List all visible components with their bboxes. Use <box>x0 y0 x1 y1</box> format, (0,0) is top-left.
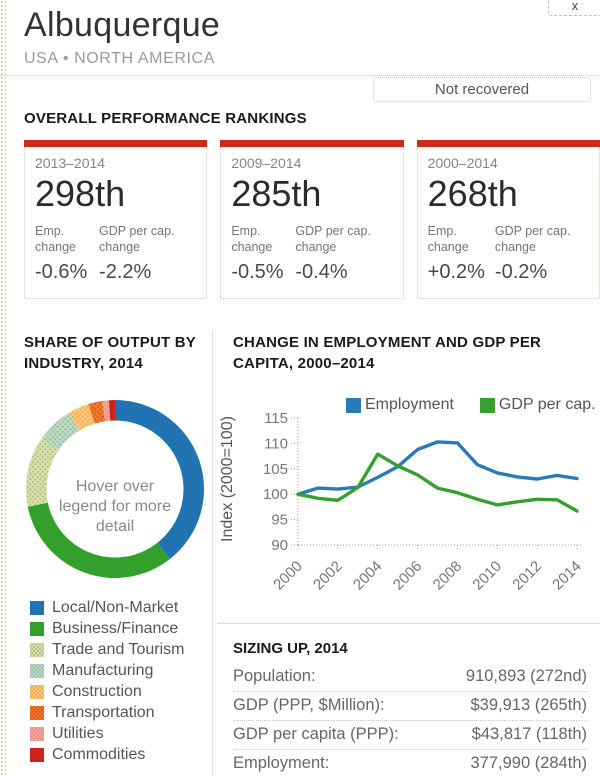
emp-change-stat <box>231 224 285 283</box>
sizing-up-heading: SIZING UP, 2014 <box>233 640 348 657</box>
card-accent-bar <box>24 140 207 147</box>
x-tick-label: 2014 <box>549 557 585 594</box>
legend-item-label: Transportation <box>52 704 155 721</box>
legend-swatch <box>30 748 44 762</box>
card-rank: 298th <box>35 173 126 214</box>
legend-swatch <box>30 643 44 657</box>
gdp-change-stat <box>99 224 196 283</box>
legend-item[interactable] <box>30 748 185 762</box>
line-chart-title: CHANGE IN EMPLOYMENT AND GDP PER CAPITA, 2000–2014 <box>233 334 542 372</box>
emp-change-stat <box>428 224 485 283</box>
card-stats <box>428 224 589 283</box>
sizing-row <box>233 750 587 776</box>
ranking-card <box>220 140 403 299</box>
sizing-row <box>233 692 587 721</box>
chart-legend-label: Employment <box>365 396 454 413</box>
x-tick-label: 2006 <box>389 557 426 594</box>
y-axis-label: Index (2000=100) <box>219 416 236 542</box>
gdp-change-value: -0.2% <box>494 260 548 283</box>
y-tick-label: 95 <box>271 511 288 529</box>
gdp-change-stat <box>295 224 392 283</box>
gdp-change-value: -2.2% <box>99 260 152 283</box>
chart-legend-label: GDP per cap. <box>498 396 596 413</box>
emp-change-label: Emp. change <box>427 224 469 255</box>
legend-swatch <box>30 685 44 699</box>
card-accent-bar <box>417 140 600 147</box>
sizing-row <box>233 721 587 750</box>
gdp-change-label: GDP per cap. change <box>494 224 571 255</box>
industry-legend <box>30 601 185 769</box>
sizing-row-label: Population: <box>233 667 316 685</box>
y-tick-label: 115 <box>264 410 288 427</box>
card-body <box>24 147 207 299</box>
emp-change-value: -0.5% <box>231 260 284 283</box>
sizing-row-label: Employment: <box>233 754 330 772</box>
gdp-change-label: GDP per cap. change <box>99 224 175 255</box>
legend-swatch <box>30 601 44 615</box>
emp-change-label: Emp. change <box>35 224 77 255</box>
card-accent-bar <box>220 140 403 147</box>
card-stats <box>35 224 196 283</box>
sizing-row-value: $39,913 (265th) <box>470 696 587 714</box>
ranking-card <box>24 140 207 299</box>
sizing-row-value: 377,990 (284th) <box>470 754 587 772</box>
recovery-status-badge: Not recovered <box>373 77 591 102</box>
emp-change-value: +0.2% <box>427 260 485 283</box>
sizing-row-label: GDP per capita (PPP): <box>233 725 399 743</box>
y-tick-label: 100 <box>262 486 288 504</box>
employment-gdp-line-chart <box>215 408 600 598</box>
rankings-cards <box>24 140 600 299</box>
legend-swatch <box>30 622 44 636</box>
card-body <box>220 147 403 299</box>
rankings-heading: OVERALL PERFORMANCE RANKINGS <box>24 110 307 127</box>
x-tick-label: 2008 <box>429 557 466 594</box>
legend-item-label: Business/Finance <box>52 620 179 637</box>
gdp-change-stat <box>495 224 589 283</box>
x-tick-label: 2000 <box>270 557 306 594</box>
card-stats <box>231 224 392 283</box>
legend-item[interactable] <box>30 643 185 657</box>
page-subtitle: USA • NORTH AMERICA <box>24 50 215 67</box>
legend-swatch <box>30 727 44 741</box>
legend-item-label: Trade and Tourism <box>52 641 185 658</box>
sizing-up-section <box>233 640 587 776</box>
legend-item-label: Manufacturing <box>52 662 154 679</box>
ranking-card <box>417 140 600 299</box>
page-title: Albuquerque <box>24 6 221 44</box>
sizing-row <box>233 663 587 692</box>
donut-center-note: Hover over legend for more detail <box>58 478 172 535</box>
legend-item[interactable] <box>30 706 185 720</box>
card-rank: 285th <box>231 173 322 214</box>
legend-swatch <box>30 706 44 720</box>
close-button[interactable] <box>548 0 600 16</box>
legend-item[interactable] <box>30 601 185 615</box>
industry-chart-title: SHARE OF OUTPUT BY INDUSTRY, 2014 <box>24 334 196 372</box>
card-period: 2013–2014 <box>35 155 106 171</box>
close-icon: x <box>571 0 579 13</box>
y-tick-label: 105 <box>262 460 288 478</box>
x-tick-label: 2010 <box>469 557 506 594</box>
sizing-row-value: $43,817 (118th) <box>471 725 587 743</box>
legend-item-label: Construction <box>52 683 142 700</box>
legend-item[interactable] <box>30 622 185 636</box>
legend-item-label: Commodities <box>52 746 146 763</box>
legend-swatch <box>30 664 44 678</box>
y-tick-label: 110 <box>264 435 288 453</box>
emp-change-label: Emp. change <box>231 224 273 255</box>
legend-item[interactable] <box>30 664 185 678</box>
card-period: 2000–2014 <box>427 155 498 171</box>
gdp-change-value: -0.4% <box>295 260 348 283</box>
legend-item-label: Local/Non-Market <box>52 599 179 616</box>
sizing-divider <box>218 623 600 624</box>
sizing-row-value: 910,893 (272nd) <box>465 667 587 685</box>
page-edge-decoration <box>0 0 6 776</box>
sizing-row-label: GDP (PPP, $Million): <box>233 696 385 714</box>
series-line-gdp-per-cap- <box>298 454 577 511</box>
column-divider <box>212 332 213 776</box>
legend-item[interactable] <box>30 727 185 741</box>
card-body <box>417 147 600 299</box>
legend-item[interactable] <box>30 685 185 699</box>
sizing-up-table <box>233 663 587 776</box>
card-rank: 268th <box>427 173 518 214</box>
gdp-change-label: GDP per cap. change <box>295 224 371 255</box>
emp-change-stat <box>35 224 89 283</box>
x-tick-label: 2004 <box>349 557 386 594</box>
emp-change-value: -0.6% <box>35 260 88 283</box>
header-divider <box>0 75 600 76</box>
x-tick-label: 2002 <box>310 557 346 594</box>
x-tick-label: 2012 <box>509 557 545 594</box>
card-period: 2009–2014 <box>231 155 302 171</box>
legend-item-label: Utilities <box>52 725 104 742</box>
y-tick-label: 90 <box>271 537 288 554</box>
